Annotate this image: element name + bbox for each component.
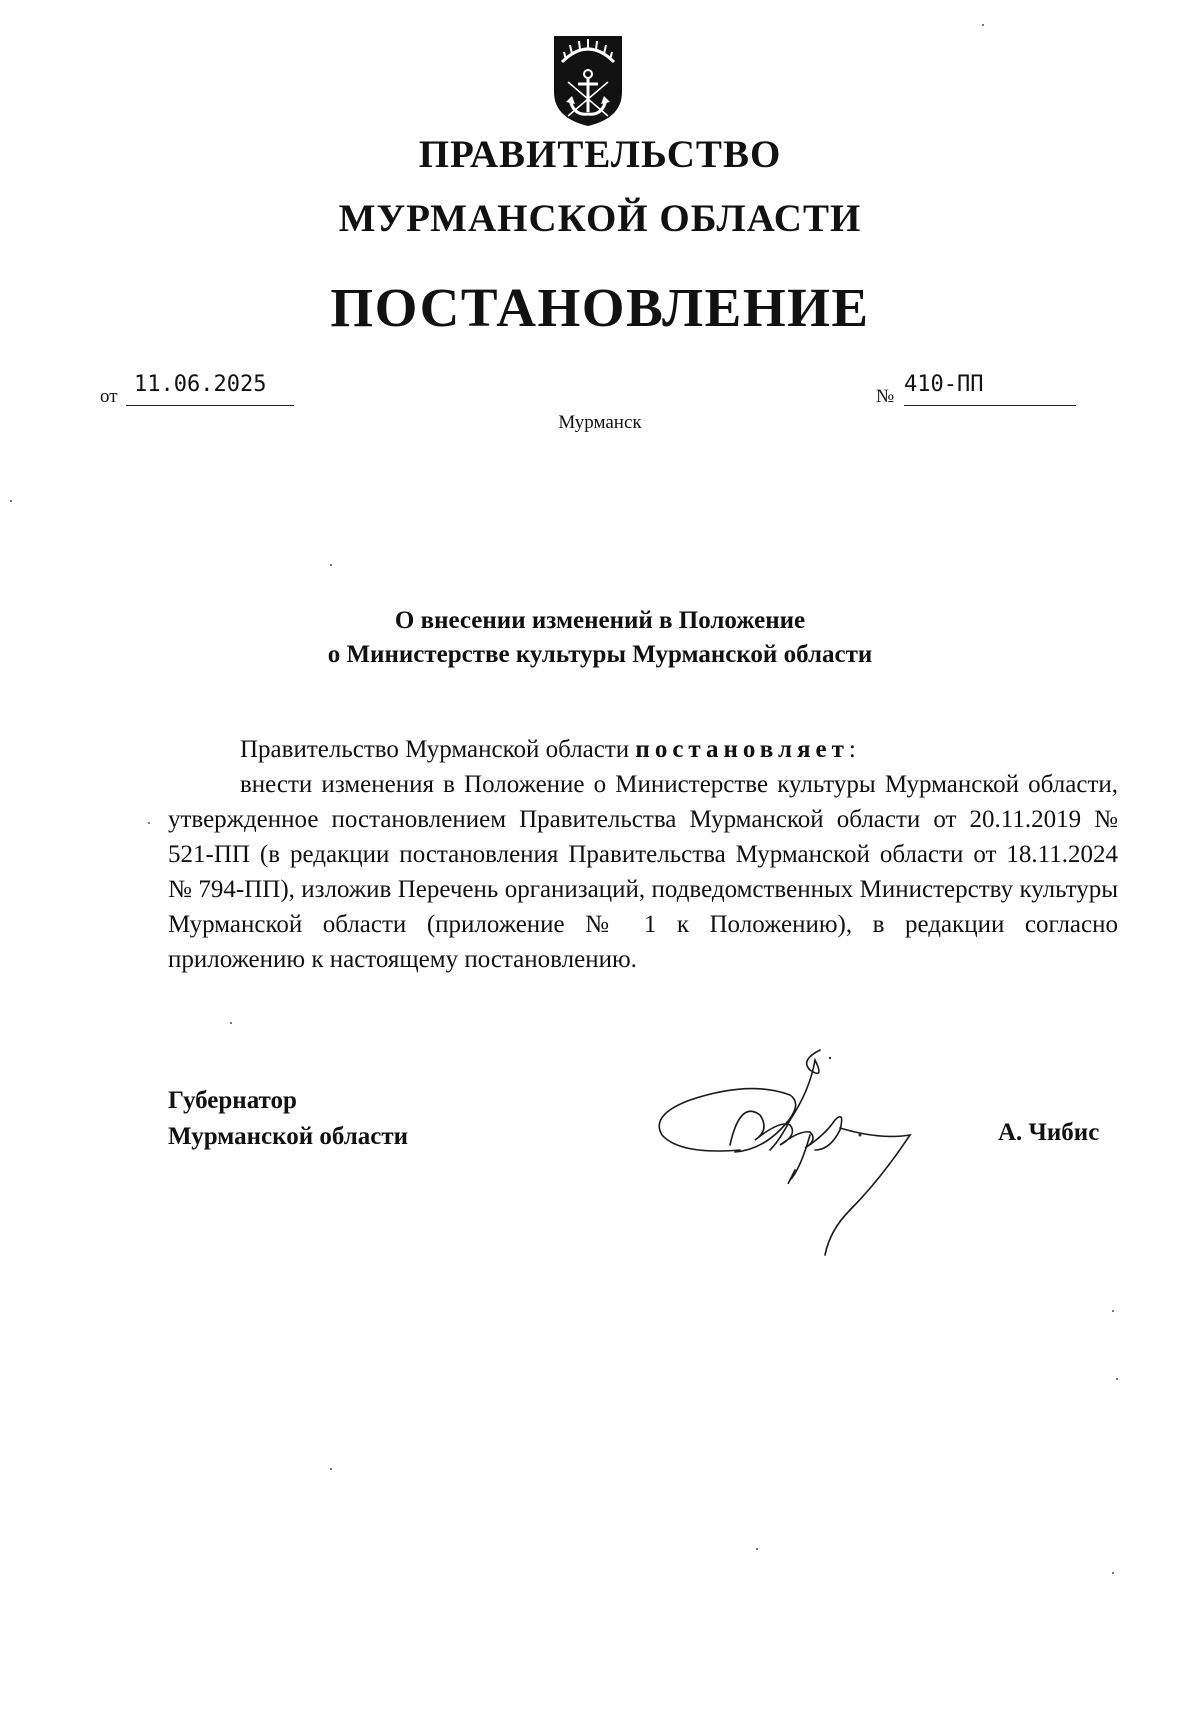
intro-paragraph <box>168 732 1118 767</box>
scan-speck <box>10 500 12 502</box>
decree-word: постановляет <box>635 736 849 763</box>
scan-speck <box>330 564 332 566</box>
main-paragraph: внести изменения в Положение о Министерстве культуры Мурманской области, утвержденное постановлением Правительства Мурманской области от 20.11.2019 № 521-ПП (в редакции постановления Правительства Мурманской области от 18.11.2024 № 794-ПП), изложив Перечень организаций, подведомственных Министерству культуры Мурманской области (приложение № 1 к Положению), в редакции согласно приложению к настоящему постановлению. <box>168 771 1118 973</box>
document-title-line2: о Министерстве культуры Мурманской области <box>327 641 873 668</box>
position-line1: Губернатор <box>168 1087 297 1114</box>
intro-end: : <box>848 736 856 763</box>
intro-text: Правительство Мурманской области <box>240 736 636 763</box>
number-value: 410-ПП <box>904 370 1076 406</box>
date-value: 11.06.2025 <box>126 370 294 406</box>
scan-speck <box>330 1468 332 1470</box>
scan-speck <box>1112 1572 1114 1574</box>
scan-speck <box>148 822 150 824</box>
organization-name-line2: МУРМАНСКОЙ ОБЛАСТИ <box>338 197 862 240</box>
document-type: ПОСТАНОВЛЕНИЕ <box>330 277 870 338</box>
number-label: № <box>876 386 895 407</box>
date-label: от <box>100 386 118 407</box>
handwritten-signature <box>640 1040 930 1270</box>
document-title <box>0 604 1200 672</box>
coat-of-arms-icon <box>550 32 626 128</box>
scan-speck <box>1116 1378 1118 1380</box>
position-line2: Мурманской области <box>168 1123 409 1150</box>
signatory-position <box>168 1083 408 1155</box>
organization-name-line1: ПРАВИТЕЛЬСТВО <box>418 133 782 176</box>
scan-speck <box>1112 1310 1114 1312</box>
scan-speck <box>982 24 984 26</box>
signatory-name: А. Чибис <box>998 1119 1100 1146</box>
scan-speck <box>230 1022 232 1024</box>
city: Мурманск <box>558 412 642 433</box>
document-title-line1: О внесении изменений в Положение <box>394 607 806 634</box>
document-body <box>168 732 1118 977</box>
scan-speck <box>756 1548 758 1550</box>
